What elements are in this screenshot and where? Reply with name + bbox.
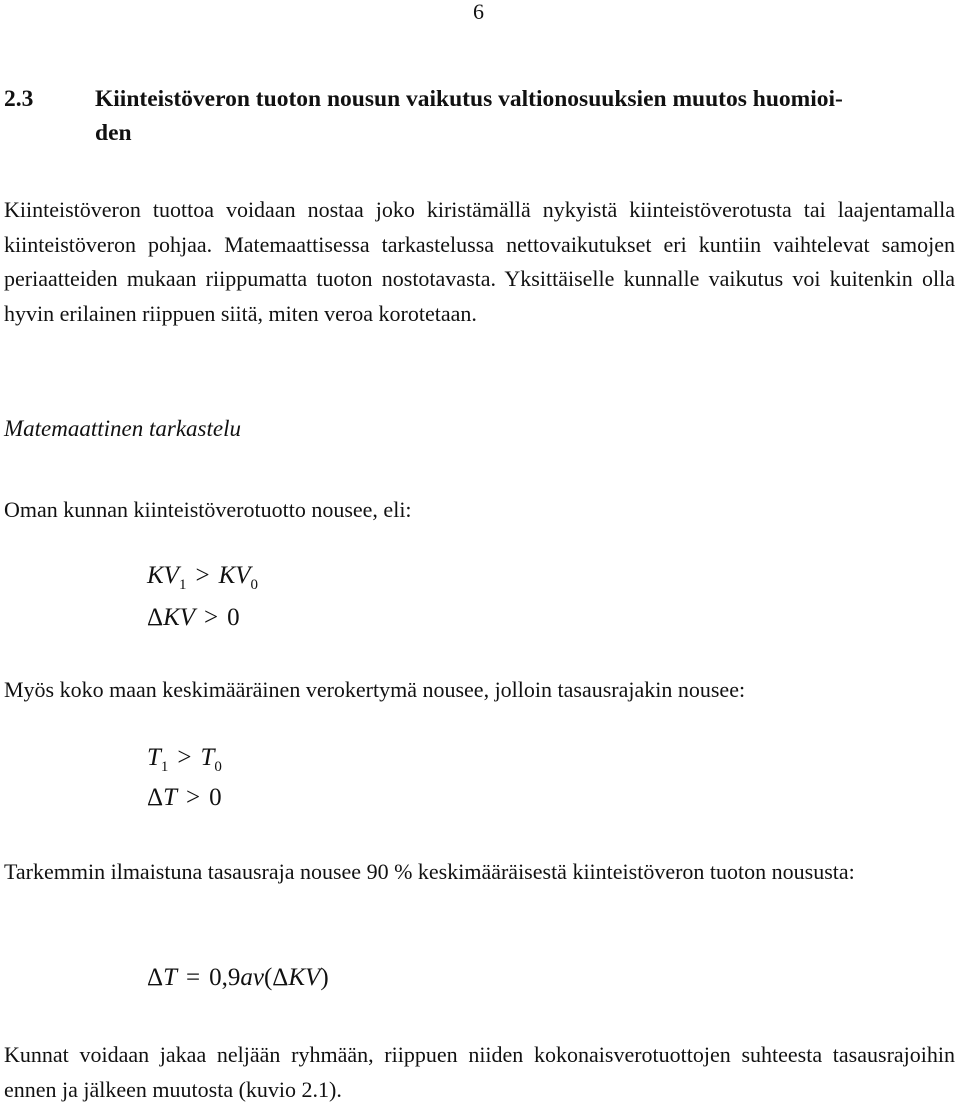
eq3-lhs-sub: 1 — [160, 759, 169, 775]
eq5-delta: Δ — [147, 964, 164, 991]
eq2-delta: Δ — [147, 604, 164, 631]
eq5-operator: = — [185, 964, 201, 991]
paragraph-own-municipality: Oman kunnan kiinteistöverotuotto nousee, eli: — [4, 497, 412, 522]
section-title-line2: den — [95, 120, 132, 146]
section-title-line1: Kiinteistöveron tuoton nousun vaikutus valtionosuuksien muutos huomioi- — [95, 86, 843, 112]
subheading: Matemaattinen tarkastelu — [4, 416, 241, 441]
equation-threshold-formula — [147, 963, 329, 993]
eq2-operator: > — [204, 604, 219, 631]
eq4-delta: Δ — [147, 784, 164, 811]
eq4-lhs: T — [163, 784, 177, 811]
paragraph-national-average: Myös koko maan keskimääräinen verokertymä nousee, jolloin tasausrajakin nousee: — [4, 677, 746, 702]
eq5-coefficient: 0,9 — [209, 964, 241, 991]
eq5-open-paren: ( — [263, 964, 273, 991]
equation-t-inequality — [147, 743, 222, 782]
section-number: 2.3 — [4, 86, 34, 112]
eq1-operator: > — [195, 562, 210, 589]
section-heading — [4, 82, 954, 150]
paragraph-threshold-rise: Tarkemmin ilmaistuna tasausraja nousee 90 % keskimääräisestä kiinteistöveron tuoton noususta: — [4, 859, 855, 884]
eq4-rhs: 0 — [209, 784, 222, 811]
eq5-lhs: T — [163, 964, 177, 991]
equation-delta-t — [147, 783, 222, 813]
eq5-close-paren: ) — [320, 964, 329, 991]
eq2-rhs: 0 — [227, 604, 240, 631]
eq2-lhs: KV — [163, 604, 196, 631]
paragraph-intro: Kiinteistöveron tuottoa voidaan nostaa joko kiristämällä nykyistä kiinteistöverotusta tai laajentamalla kiinteistöveron pohjaa. Matemaattisessa tarkastelussa nettovaikutukset eri kuntiin vaihtelevat samojen periaatteiden mukaan riippumatta tuoton nostotavasta. Yksittäiselle kunnalle vaikutus voi kuitenkin olla hyvin erilainen riippuen siitä, miten veroa korotetaan. — [4, 197, 955, 326]
paragraph-municipal-groups: Kunnat voidaan jakaa neljään ryhmään, riippuen niiden kokonaisverotuottojen suhteesta tasausrajoihin ennen ja jälkeen muutosta (kuvio 2.1). — [4, 1042, 955, 1102]
eq1-rhs: KV — [218, 562, 251, 589]
equation-delta-kv — [147, 603, 240, 633]
eq5-inner: KV — [288, 964, 321, 991]
eq3-rhs: T — [200, 744, 215, 771]
eq5-inner-delta: Δ — [272, 964, 289, 991]
eq1-lhs-sub: 1 — [178, 577, 187, 593]
page-number: 6 — [473, 0, 484, 24]
eq5-function: av — [240, 964, 264, 991]
eq3-rhs-sub: 0 — [214, 759, 222, 775]
eq1-lhs: KV — [147, 562, 179, 589]
eq3-operator: > — [177, 744, 192, 771]
eq1-rhs-sub: 0 — [250, 577, 259, 593]
equation-kv-inequality — [147, 561, 258, 600]
eq3-lhs: T — [147, 744, 161, 771]
eq4-operator: > — [185, 784, 201, 811]
